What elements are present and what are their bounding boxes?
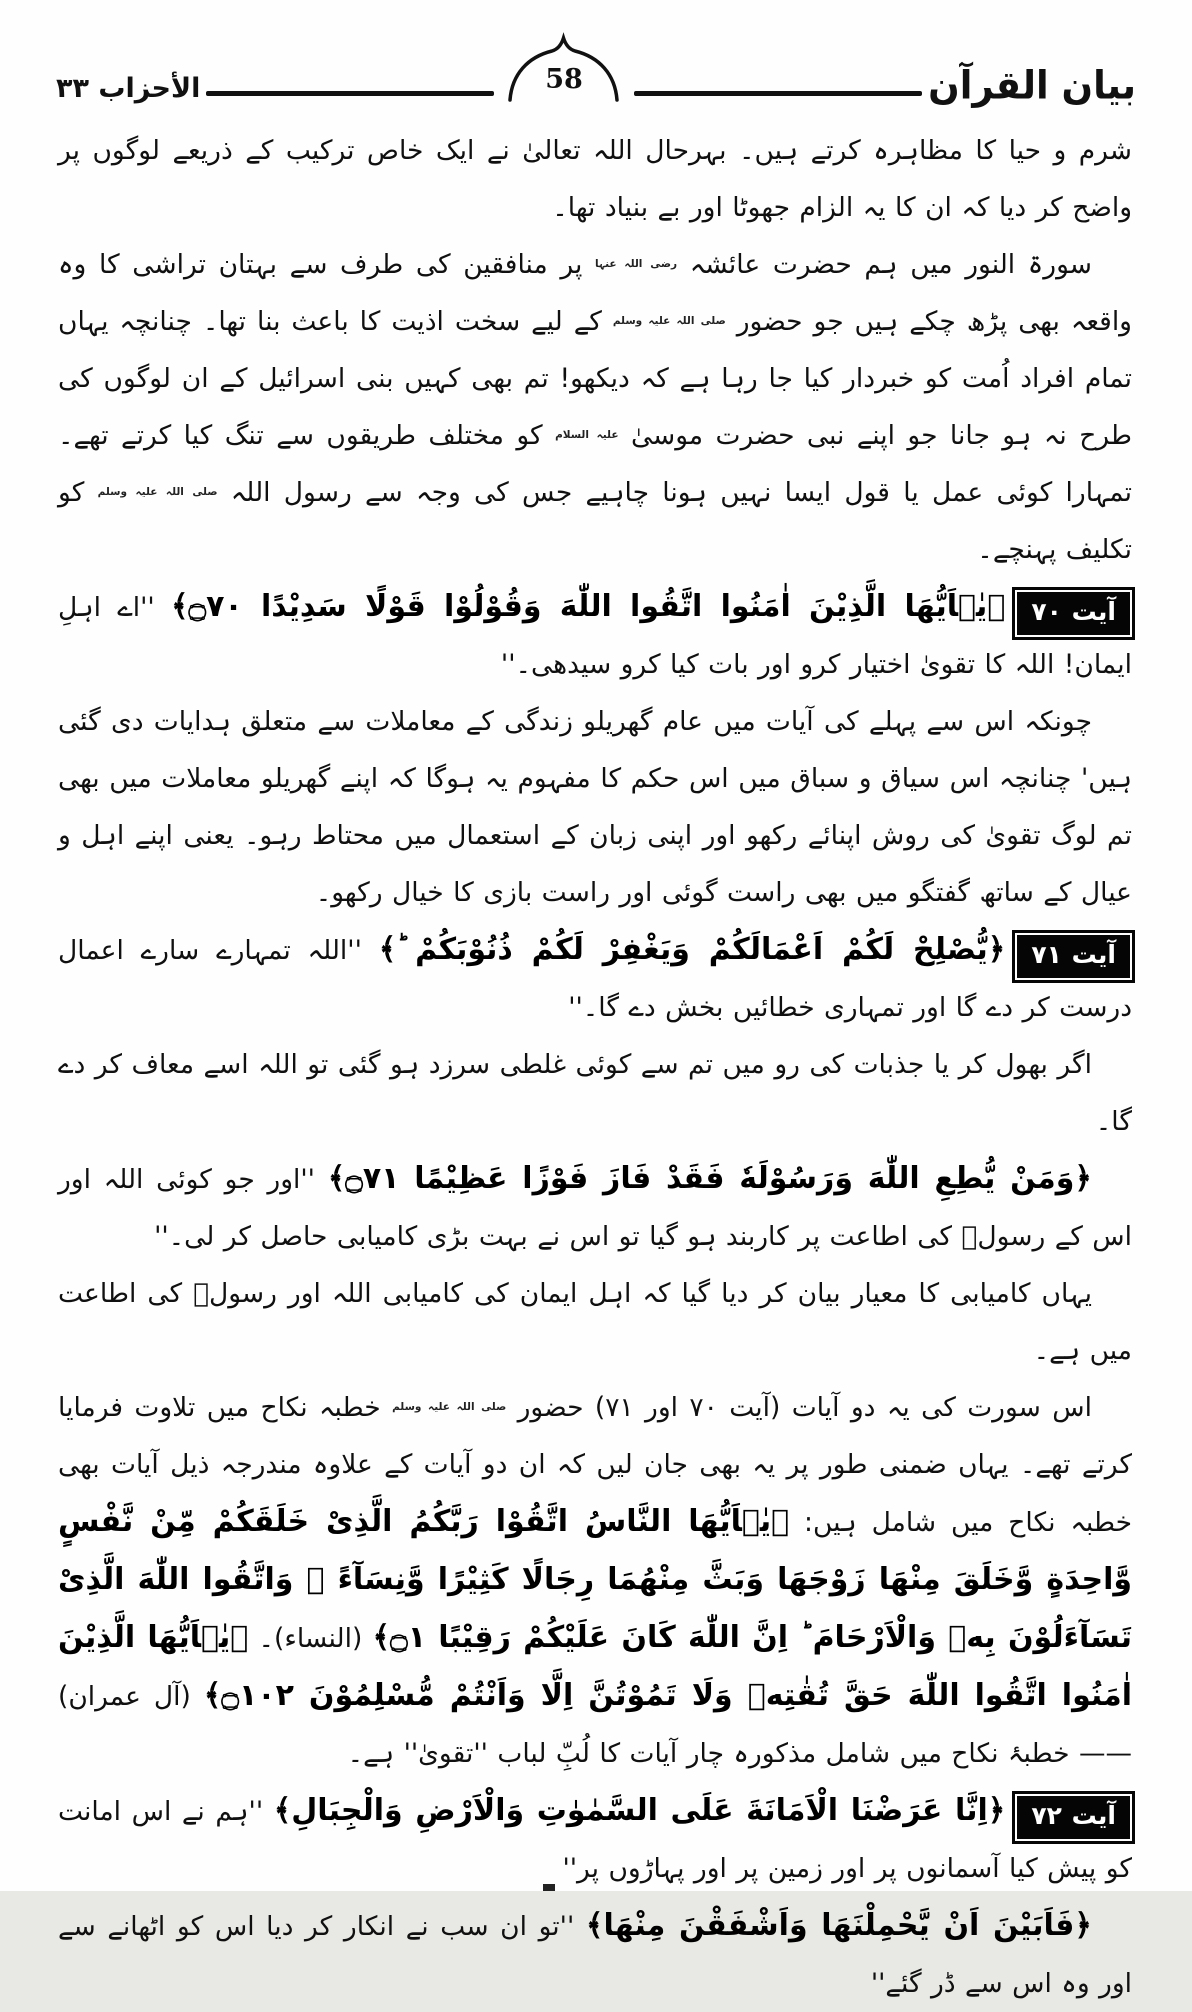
page-number: 58 <box>545 64 584 95</box>
honorific-mark: صلی اللہ علیہ وسلم <box>97 486 218 498</box>
urdu-text: پر منافقین کی طرف سے بہتان تراشی کا وہ واقعہ بھی پڑھ چکے ہیں جو حضور <box>58 249 1132 337</box>
arabic-verse-text: ﴿یٰۤاَیُّهَا النَّاسُ اتَّقُوْا رَبَّكُمُ الَّذِیْ خَلَقَكُمْ مِّنْ نَّفْسٍ وَّاحِدَةٍ وَّخَلَقَ مِنْهَا زَوْجَهَا وَبَثَّ مِنْهُمَا رِجَالًا كَثِیْرًا وَّنِسَآءً ۚ وَاتَّقُوا اللّٰهَ الَّذِیْ تَسَآءَلُوْنَ بِهٖ وَالْاَرْحَامَ ؕ اِنَّ اللّٰهَ كَانَ عَلَیْكُمْ رَقِیْبًا ۝١﴾ <box>58 1504 1133 1655</box>
dome-ornament-icon <box>500 36 628 102</box>
paragraph <box>58 1036 1132 1150</box>
honorific-mark: رضی اللہ عنہا <box>595 258 678 270</box>
paragraph <box>58 693 1132 921</box>
urdu-text: ''اور جو کوئی اللہ اور اس کے رسولؐ کی اطاعت پر کاربند ہو گیا تو اس نے بہت بڑی کامیابی حاصل کر لی۔'' <box>58 1164 1132 1252</box>
page-number-dome <box>500 42 628 108</box>
arabic-verse-text: ﴿یُّصْلِحْ لَكُمْ اَعْمَالَكُمْ وَیَغْفِرْ لَكُمْ ذُنُوْبَكُمْ ؕ﴾ <box>378 932 1006 967</box>
arabic-verse-text: ﴿فَاَبَیْنَ اَنْ یَّحْمِلْنَهَا وَاَشْفَقْنَ مِنْهَا﴾ <box>585 1908 1092 1943</box>
urdu-text: ''ہم نے اس امانت کو پیش کیا آسمانوں پر اور زمین پر اور پہاڑوں پر'' <box>58 1796 1132 1884</box>
page-header <box>56 42 1136 108</box>
urdu-text: یہاں کامیابی کا معیار بیان کر دیا گیا کہ اہل ایمان کی کامیابی اللہ اور رسولؐ کی اطاعت میں ہے۔ <box>58 1278 1132 1366</box>
ayat-marker-badge: آیت ۷۲ <box>1015 1794 1132 1841</box>
urdu-text: ''اے اہلِ ایمان! اللہ کا تقویٰ اختیار کرو اور بات کیا کرو سیدھی۔'' <box>58 592 1132 680</box>
paragraph <box>58 1897 1132 2012</box>
honorific-mark: علیہ السلام <box>555 429 619 441</box>
ayat-marker-badge: آیت ۷۱ <box>1015 933 1132 980</box>
urdu-text: کو مختلف طریقوں سے تنگ کیا کرتے تھے۔ تمہارا کوئی عمل یا قول ایسا نہیں ہونا چاہیے جس کی وجہ سے رسول اللہ <box>58 420 1133 508</box>
header-rule-left <box>206 91 494 96</box>
arabic-verse-text: ﴿یٰۤاَیُّهَا الَّذِیْنَ اٰمَنُوا اتَّقُوا اللّٰهَ وَقُوْلُوْا قَوْلًا سَدِیْدًا ۝٧٠﴾ <box>170 589 1006 624</box>
urdu-text: کے لیے سخت اذیت کا باعث بنا تھا۔ چنانچہ یہاں تمام افراد اُمت کو خبردار کیا جا رہا ہے کہ دیکھو! تم بھی کہیں بنی اسرائیل کے ان لوگوں کی طرح نہ ہو جانا جو اپنے نبی حضرت موسیٰ <box>58 306 1133 451</box>
arabic-verse-text: ﴿وَمَنْ یُّطِعِ اللّٰهَ وَرَسُوْلَهٗ فَقَدْ فَازَ فَوْزًا عَظِیْمًا ۝٧١﴾ <box>327 1161 1092 1196</box>
arabic-verse-text: ﴿یٰۤاَیُّهَا الَّذِیْنَ اٰمَنُوا اتَّقُوا اللّٰهَ حَقَّ تُقٰتِهٖ وَلَا تَمُوْتُنَّ اِلَّا وَاَنْتُمْ مُّسْلِمُوْنَ ۝١٠٢﴾ <box>58 1620 1132 1713</box>
urdu-text: (آل عمران) —— خطبۂ نکاح میں شامل مذکورہ چار آیات کا لُبِّ لباب ''تقویٰ'' ہے۔ <box>58 1681 1132 1769</box>
urdu-text: کو تکلیف پہنچے۔ <box>58 477 1132 565</box>
urdu-text: خطبہ نکاح میں تلاوت فرمایا کرتے تھے۔ یہاں ضمنی طور پر یہ بھی جان لیں کہ ان دو آیات کے علاوہ مندرجہ ذیل آیات بھی خطبہ نکاح میں شامل ہیں: <box>58 1392 1132 1538</box>
urdu-text: شرم و حیا کا مظاہرہ کرتے ہیں۔ بہرحال اللہ تعالیٰ نے ایک خاص ترکیب کے ذریعے لوگوں پر واضح کر دیا کہ ان کا یہ الزام جھوٹا اور بے بنیاد تھا۔ <box>58 135 1132 223</box>
urdu-text: سورۃ النور میں ہم حضرت عائشہ <box>677 249 1092 280</box>
paragraph <box>58 578 1132 693</box>
urdu-text: ''اللہ تمہارے سارے اعمال درست کر دے گا اور تمہاری خطائیں بخش دے گا۔'' <box>58 935 1132 1023</box>
arabic-verse-text: ﴿اِنَّا عَرَضْنَا الْاَمَانَةَ عَلَی السَّمٰوٰتِ وَالْاَرْضِ وَالْجِبَالِ﴾ <box>273 1793 1006 1828</box>
honorific-mark: صلی اللہ علیہ وسلم <box>612 315 726 327</box>
header-rule-right <box>634 91 922 96</box>
paragraph <box>58 122 1132 236</box>
surah-label: الأحزاب ٣٣ <box>56 73 201 104</box>
paragraph <box>58 1782 1132 1897</box>
honorific-mark: صلی اللہ علیہ وسلم <box>392 1401 507 1413</box>
paragraph <box>58 1379 1132 1782</box>
urdu-text: چونکہ اس سے پہلے کی آیات میں عام گھریلو زندگی کے معاملات سے متعلق ہدایات دی گئی ہیں' چنانچہ اس سیاق و سباق میں اس حکم کا مفہوم یہ ہوگا کہ اپنے گھریلو معاملات میں بھی تم لوگ تقویٰ کی روش اپنائے رکھو اور اپنی زبان کے استعمال میں محتاط رہو۔ یعنی اپنے اہل و عیال کے ساتھ گفتگو میں بھی راست گوئی اور راست بازی کا خیال رکھو۔ <box>58 706 1132 908</box>
ayat-marker-badge: آیت ۷۰ <box>1015 590 1132 637</box>
paragraph <box>58 1265 1132 1379</box>
urdu-text: (النساء)۔ <box>248 1623 373 1654</box>
paragraph <box>58 1150 1132 1265</box>
paragraph <box>58 236 1132 578</box>
urdu-text: ''تو ان سب نے انکار کر دیا اس کو اٹھانے سے اور وہ اس سے ڈر گئے'' <box>58 1911 1132 1999</box>
paragraph <box>58 921 1132 1036</box>
print-speck <box>543 1884 555 1891</box>
urdu-text: اس سورت کی یہ دو آیات (آیت ۷۰ اور ۷۱) حضور <box>506 1392 1092 1423</box>
book-title: بیان القرآن <box>928 62 1136 108</box>
urdu-text: اگر بھول کر یا جذبات کی رو میں تم سے کوئی غلطی سرزد ہو گئی تو اللہ اسے معاف کر دے گا۔ <box>58 1049 1132 1137</box>
body-text <box>58 122 1132 2012</box>
